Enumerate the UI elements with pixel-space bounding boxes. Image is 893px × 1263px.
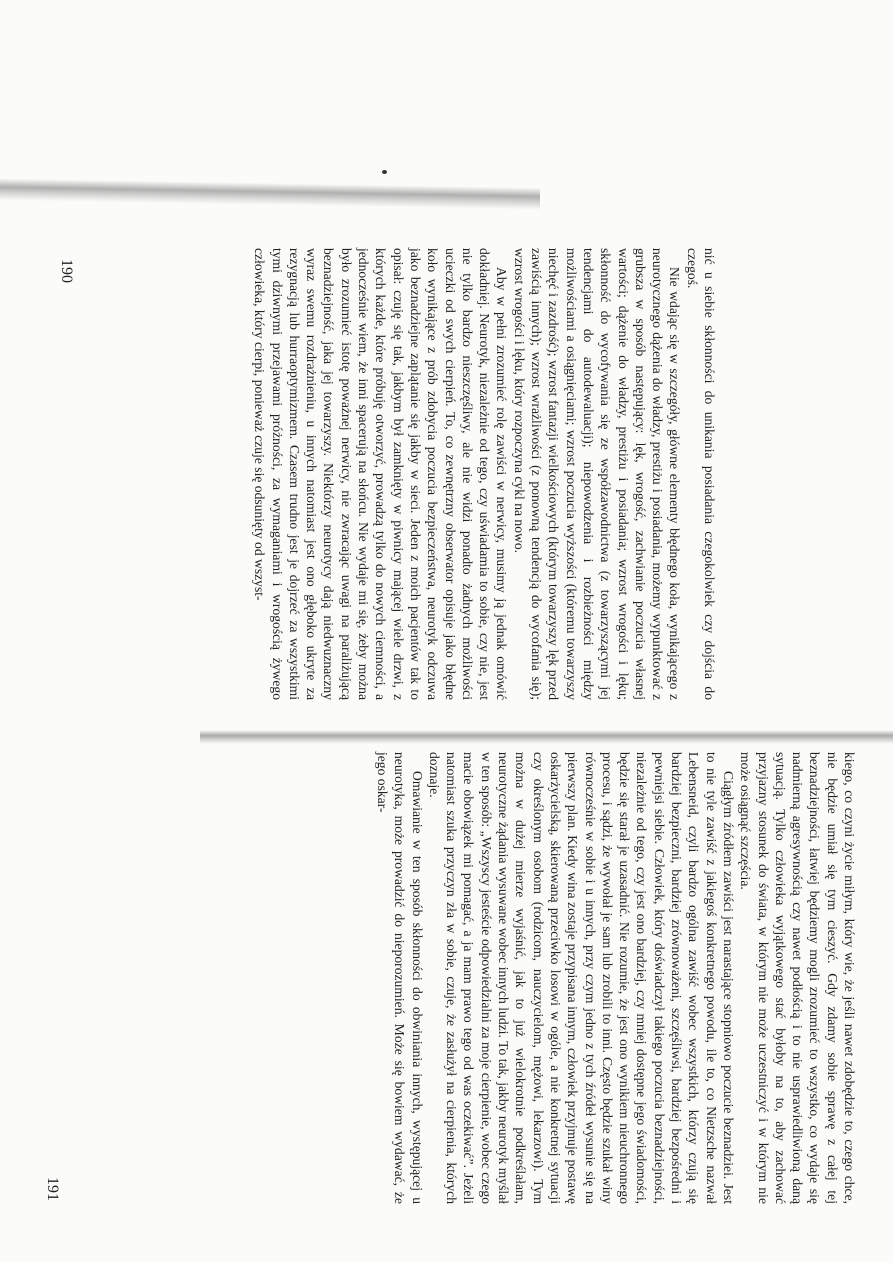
scan-shadow-top: [0, 178, 540, 209]
scan-shadow-gutter: [200, 730, 893, 744]
right-paragraph: Ciągłym źródłem zawiści jest narastające stopniowo poczucie beznadziei. Jest to nie tyle zawiść z jakiegoś konkretnego powodu, ile to, co Nietzsche nazwał Lebensneid, czyli bardzo ogólna zawiść wobec wszystkich, którzy czują się bardziej bezpieczni, bardziej zrównoważeni, szczęśliwsi, bardziej bezpośredni i pewniejsi siebie. Człowiek, który doświadczył takiego poczucia beznadziejności, niezależnie od tego, czy jest ono bardziej, czy mniej dostępne jego świadomości, będzie się starał je uzasadnić. Nie rozumie, że jest ono wynikiem nieuchronnego procesu, i sądzi, że wywołał je sam lub zrobili to inni. Często będzie szukał winy równocześnie w sobie i u innych, przy czym jedno z tych źródeł wysunie się na pierwszy plan. Kiedy wina zostaje przypisana innym, człowiek przyjmuje postawę oskarżycielską, skierowaną przeciwko losowi w ogóle, a nie konkretnej sytuacji czy określonym osobom (rodzicom, nauczycielom, mężowi, lekarzowi). Tym można w dużej mierze wyjaśnić, jak to już wielokrotnie podkreślałam, neurotyczne żądania wysuwane wobec innych ludzi. To tak, jakby neurotyk myślał w ten sposób: „Wszyscy jesteście odpowiedzialni za moje cierpienie, wobec czego macie obowiązek mi pomagać, a ja mam prawo tego od was oczekiwać”. Jeżeli natomiast szuka przyczyn zła w sobie, czuje, że zasłużył na cierpienia, których doznaje.: [426, 752, 736, 1204]
left-page-text: [251, 248, 718, 700]
right-page-number: 191: [44, 1177, 61, 1201]
dust-speck: [382, 170, 387, 174]
right-page-text: [374, 752, 858, 1204]
left-page-number: 190: [58, 259, 75, 283]
left-paragraph: nić u siebie skłonności do unikania posiadania czegokolwiek czy dojścia do czegoś.: [684, 248, 717, 700]
right-paragraph: kiego, co czyni życie miłym, który wie, że jeśli nawet zdobędzie to, czego chce, nie będzie umiał się tym cieszyć. Gdy zdamy sobie sprawę z całej tej beznadziejności, łatwiej będziemy mogli zrozumieć to wszystko, co wydaje się nadmierną agresywnością czy nawet podłością i to nie usprawiedliwioną daną sytuacją. Tylko człowieka wyjątkowego stać byłoby na to, aby zachować przyjazny stosunek do świata, w którym nie może uczestniczyć i w którym nie może osiągnąć szczęścia.: [738, 752, 857, 1204]
left-paragraph: Nie wdając się w szczegóły, główne elementy błędnego koła, wynikającego z neurotycznego dążenia do władzy, prestiżu i posiadania, możemy wypunktować z grubsza w sposób następujący: lęk, wrogość, zachwianie poczucia własnej wartości; dążenie do władzy, prestiżu i posiadania; wzrost wrogości i lęku; skłonność do wycofywania się ze współzawodnictwa (z towarzyszącymi jej tendencjami do autodewaluacji); niepowodzenia i rozbieżności między możliwościami a osiągnięciami; wzrost poczucia wyższości (któremu towarzyszy niechęć i zazdrość); wzrost fantazji wielkościowych (którym towarzyszy lęk przed zawiścią innych); wzrost wrażliwości (z ponowną tendencją do wycofania się); wzrost wrogości i lęku, który rozpoczyna cykl na nowo.: [511, 248, 683, 700]
right-paragraph: Omawianie w ten sposób skłonności do obwiniania innych, występującej u neurotyka, może prowadzić do nieporozumień. Może się bowiem wydawać, że jego oskar-: [374, 752, 425, 1204]
left-paragraph: Aby w pełni zrozumieć rolę zawiści w nerwicy, musimy ją jednak omówić dokładniej. Neurotyk, niezależnie od tego, czy uświadamia to sobie, czy nie, jest nie tylko bardzo nieszczęśliwy, ale nie widzi ponadto żadnych możliwości ucieczki od swych cierpień. To, co zewnętrzny obserwator opisuje jako błędne koło wynikające z prób zdobycia poczucia bezpieczeństwa, neurotyk odczuwa jako beznadziejne zaplątanie się jakby w sieci. Jeden z moich pacjentów tak to opisał: czuję się tak, jakbym był zamknięty w piwnicy mającej wiele drzwi, z których każde, które próbuję otworzyć, prowadzą tylko do nowych ciemności, a jednocześnie wiem, że inni spacerują na słońcu. Nie wydaje mi się, żeby można było zrozumieć istotę poważnej nerwicy, nie zwracając uwagi na paraliżującą beznadziejność, jaka jej towarzyszy. Niektórzy neurotycy dają niedwuznaczny wyraz swemu rozdrażnieniu, u innych natomiast jest ono głęboko ukryte za rezygnacją lub hurraoptymizmem. Czasem trudno jest je dojrzeć za wszystkimi tymi dziwnymi przejawami próżności, za wymaganiami i wrogością żywego człowieka, który cierpi, ponieważ czuje się odsunięty od wszyst-: [252, 248, 510, 700]
